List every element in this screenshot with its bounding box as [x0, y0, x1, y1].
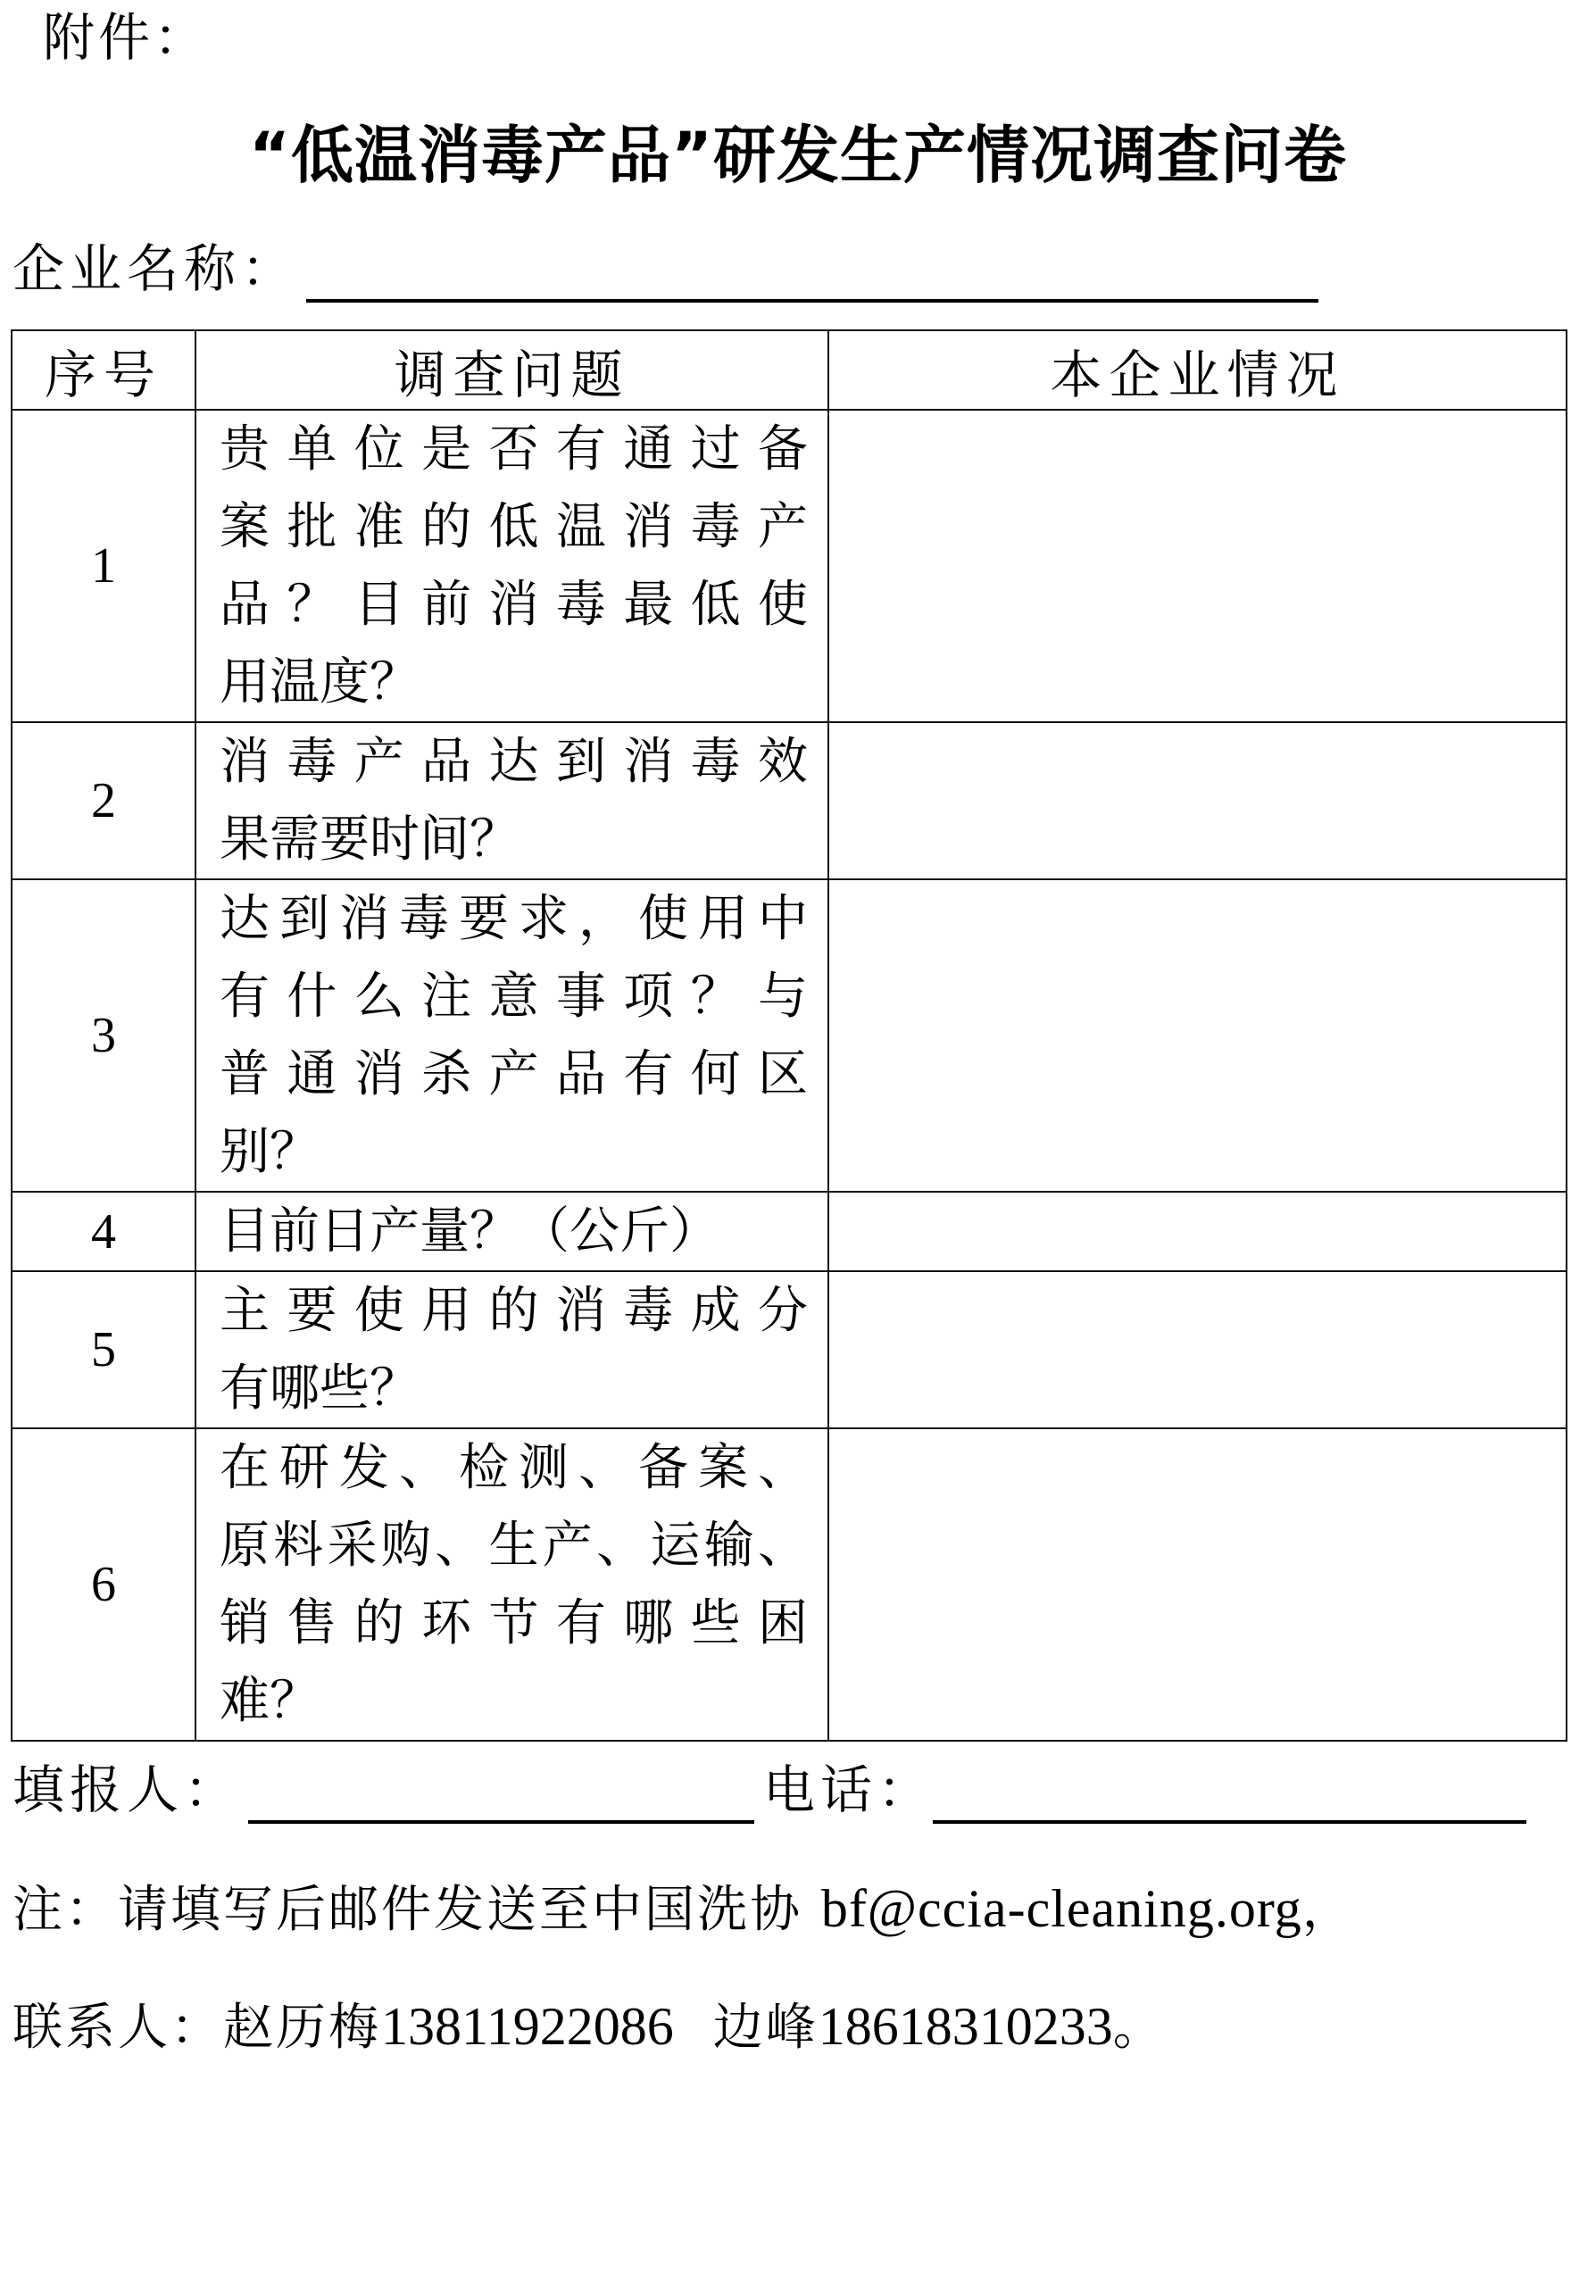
contact-end-punctuation: 。	[1112, 1999, 1166, 2057]
table-row	[12, 879, 1567, 1192]
column-header-no: 序号	[12, 330, 195, 410]
company-name-label: 企业名称：	[12, 238, 299, 299]
email-address: bf@ccia-cleaning.org	[820, 1879, 1302, 1938]
question-line: 普通消杀产品有何区	[220, 1045, 808, 1103]
contact-info	[12, 1994, 1166, 2060]
row-number: 2	[12, 722, 195, 879]
column-header-company-status: 本企业情况	[828, 330, 1567, 410]
question-line: 达到消毒要求，使用中	[220, 890, 808, 948]
table-row	[12, 410, 1567, 722]
answer-cell[interactable]	[828, 1192, 1567, 1271]
question-cell	[195, 1192, 828, 1271]
question-line: 主要使用的消毒成分	[220, 1282, 808, 1340]
contact-2-phone: 18618310233	[818, 1997, 1113, 2056]
row-number: 1	[12, 410, 195, 722]
page-title: “低温消毒产品”研发生产情况调查问卷	[248, 119, 1347, 192]
question-line: 消毒产品达到消毒效	[220, 733, 808, 791]
question-line: 销售的环节有哪些困	[220, 1594, 808, 1652]
row-number: 3	[12, 879, 195, 1192]
answer-cell[interactable]	[828, 1428, 1567, 1741]
question-line: 案批准的低温消毒产	[220, 498, 808, 556]
contact-1-phone: 13811922086	[381, 1997, 674, 2056]
question-line: 在研发、检测、备案、	[220, 1439, 808, 1497]
survey-table	[11, 329, 1567, 1742]
question-line: 原料采购、生产、运输、	[220, 1517, 808, 1575]
note-text: 注：请填写后邮件发送至中国洗协	[12, 1881, 821, 1939]
note-punctuation: ，	[1301, 1881, 1355, 1939]
company-name-field[interactable]	[306, 299, 1318, 303]
filler-field[interactable]	[248, 1820, 754, 1824]
contact-label: 联系人：	[12, 1999, 223, 2057]
question-line: 目前日产量？（公斤）	[220, 1202, 719, 1260]
question-line: 别？	[220, 1123, 320, 1181]
row-number: 4	[12, 1192, 195, 1271]
question-line: 有哪些？	[220, 1360, 420, 1418]
contact-2-name: 边峰	[712, 1999, 819, 2057]
question-line: 果需要时间？	[220, 811, 520, 869]
table-header-row	[12, 330, 1567, 410]
question-cell	[195, 879, 828, 1192]
row-number: 5	[12, 1271, 195, 1428]
filler-label: 填报人：	[12, 1759, 242, 1820]
question-line: 贵单位是否有通过备	[220, 420, 808, 478]
column-header-question: 调查问题	[195, 330, 828, 410]
answer-cell[interactable]	[828, 1271, 1567, 1428]
question-line: 有什么注意事项？与	[220, 968, 808, 1026]
answer-cell[interactable]	[828, 410, 1567, 722]
submission-note	[12, 1876, 1355, 1942]
answer-cell[interactable]	[828, 879, 1567, 1192]
table-row	[12, 1271, 1567, 1428]
attachment-label: 附件：	[43, 7, 210, 68]
question-cell	[195, 1428, 828, 1741]
table-row	[12, 722, 1567, 879]
contact-1-name: 赵历梅	[223, 1999, 381, 2057]
phone-field[interactable]	[933, 1820, 1526, 1824]
question-line: 难？	[220, 1672, 320, 1730]
question-cell	[195, 722, 828, 879]
phone-label: 电话：	[763, 1759, 935, 1820]
table-row	[12, 1428, 1567, 1741]
row-number: 6	[12, 1428, 195, 1741]
answer-cell[interactable]	[828, 722, 1567, 879]
table-row	[12, 1192, 1567, 1271]
question-line: 品？目前消毒最低使	[220, 576, 808, 634]
question-cell	[195, 410, 828, 722]
question-cell	[195, 1271, 828, 1428]
question-line: 用温度？	[220, 653, 420, 711]
